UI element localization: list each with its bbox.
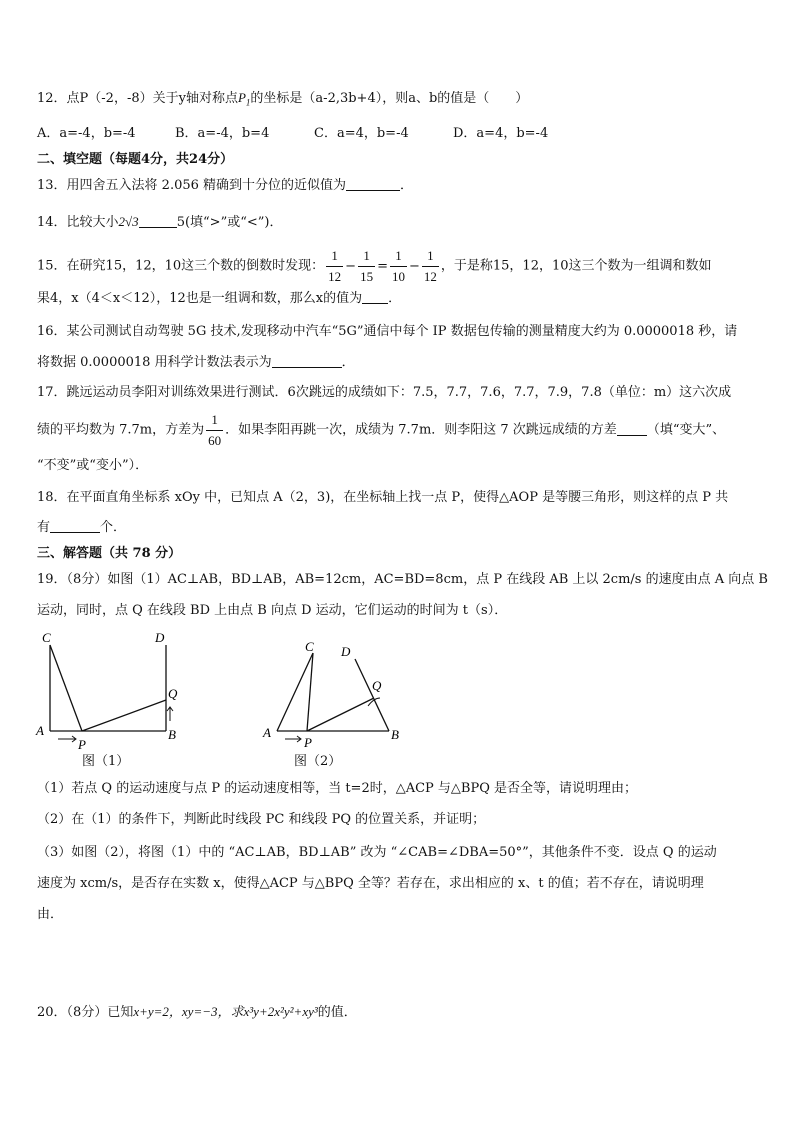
q12-option-d: D．a=4，b=-4 — [453, 126, 549, 141]
question-17-line2: 绩的平均数为 7.7m，方差为 $\frac{1}{60}$ ．如果李阳再跳一次，成绩为 7.7m．则李阳这 7 次跳远成绩的方差 （填“变大”、 — [37, 410, 725, 451]
answer-blank — [617, 423, 647, 436]
fraction: $\frac{1}{12}$ — [326, 246, 343, 287]
label-d: D — [155, 630, 165, 645]
expression: x³y+2x²y²+xy³ — [243, 1004, 318, 1019]
question-20: 20．（8分）已知x+y=2，xy=−3，求x³y+2x²y²+xy³的值． — [37, 1004, 357, 1020]
label-a: A — [263, 725, 271, 740]
question-19-part3-line2: 速度为 xcm/s，是否存在实数 x，使得△ACP 与△BPQ 全等？若存在，求出相应的 x、t 的值；若不存在，请说明理 — [37, 876, 704, 891]
question-19-part3: （3）如图（2），将图（1）中的 “AC⊥AB，BD⊥AB” 改为 “∠CAB=∠DBA=50°”，其他条件不变．设点 Q 的运动 — [37, 845, 717, 860]
fraction: $\frac{1}{12}$ — [422, 246, 439, 287]
label-c: C — [305, 639, 314, 654]
segment-cp — [50, 645, 82, 731]
fraction: $\frac{1}{10}$ — [390, 246, 407, 287]
label-p: P — [78, 737, 86, 752]
answer-blank — [346, 178, 400, 191]
question-17: 17．跳远运动员李阳对训练效果进行测试．6次跳远的成绩如下：7.5，7.7，7.6，7.7，7.9，7.8（单位：m）这六次成 — [37, 385, 732, 400]
question-18-line2: 有 个． — [37, 520, 127, 535]
question-17-line3: “不变”或“变小”）． — [37, 458, 149, 473]
label-d: D — [341, 644, 351, 659]
label-p: P — [304, 735, 312, 750]
question-19-part2: （2）在（1）的条件下，判断此时线段 PC 和线段 PQ 的位置关系，并证明； — [37, 812, 486, 827]
label-c: C — [42, 630, 51, 645]
question-15-line2: 果4，x（4＜x＜12），12也是一组调和数，那么x的值为 ． — [37, 291, 402, 306]
answer-blank — [139, 215, 177, 228]
expression: 2√3 — [118, 214, 139, 229]
fraction: $\frac{1}{60}$ — [206, 410, 223, 451]
condition: x+y=2，xy=−3，求 — [133, 1004, 244, 1019]
q12-option-c: C．a=4，b=-4 — [314, 126, 409, 141]
question-13: 13．用四舍五入法将 2.056 精确到十分位的近似值为 ． — [37, 178, 414, 193]
question-19: 19．（8分）如图（1）AC⊥AB，BD⊥AB，AB=12cm，AC=BD=8cm，点 P 在线段 AB 上以 2cm/s 的速度由点 A 向点 B — [37, 572, 768, 587]
question-19-part1: （1）若点 Q 的运动速度与点 P 的运动速度相等，当 t=2时，△ACP 与△BPQ 是否全等，请说明理由； — [37, 781, 638, 796]
p1-symbol: $P_1$ — [237, 90, 251, 108]
question-16: 16．某公司测试自动驾驶 5G 技术,发现移动中汽车“5G”通信中每个 IP 数据包传输的测量精度大约为 0.0000018 秒，请 — [37, 324, 738, 339]
figure-2 — [255, 635, 415, 755]
section-2-heading: 二、填空题（每题4分，共24分） — [37, 152, 234, 167]
answer-blank — [362, 291, 388, 304]
segment-pq — [82, 700, 166, 731]
segment-pq — [307, 698, 374, 731]
figure-1 — [30, 625, 190, 755]
label-b: B — [168, 727, 176, 742]
section-3-heading: 三、解答题（共 78 分） — [37, 546, 182, 561]
label-b: B — [391, 727, 399, 742]
question-19-part3-line3: 由． — [37, 907, 64, 922]
figure-1-caption: 图（1） — [82, 754, 130, 769]
question-12: 12．点P（-2，-8）关于y轴对称点$P_1$的坐标是（a-2,3b+4），则a、b的值是（ ） — [37, 90, 529, 108]
q12-option-a: A．a=-4，b=-4 — [37, 126, 136, 141]
question-19-line2: 运动，同时，点 Q 在线段 BD 上由点 B 向点 D 运动，它们运动的时间为 t（s）． — [37, 603, 508, 618]
answer-blank — [50, 520, 100, 533]
figure-2-caption: 图（2） — [294, 754, 342, 769]
q12-option-b: B．a=-4，b=4 — [175, 126, 270, 141]
label-a: A — [36, 723, 44, 738]
question-15: 15．在研究15，12，10这三个数的倒数时发现： $\frac{1}{12}$ − $\frac{1}{15}$ = $\frac{1}{10}$ − $\frac{1}{12}$ ，于是称15，12，10这三个数为一组调和数如 — [37, 246, 712, 287]
question-16-line2: 将数据 0.0000018 用科学计数法表示为 ． — [37, 355, 355, 370]
label-q: Q — [372, 678, 382, 693]
question-14: 14．比较大小2√3 5(填“>”或“<”)． — [37, 214, 283, 230]
label-q: Q — [168, 686, 178, 701]
answer-blank — [272, 355, 342, 368]
question-18: 18．在平面直角坐标系 xOy 中，已知点 A（2，3)，在坐标轴上找一点 P，使得△AOP 是等腰三角形，则这样的点 P 共 — [37, 490, 729, 505]
segment-bd — [355, 659, 389, 731]
fraction: $\frac{1}{15}$ — [358, 246, 375, 287]
